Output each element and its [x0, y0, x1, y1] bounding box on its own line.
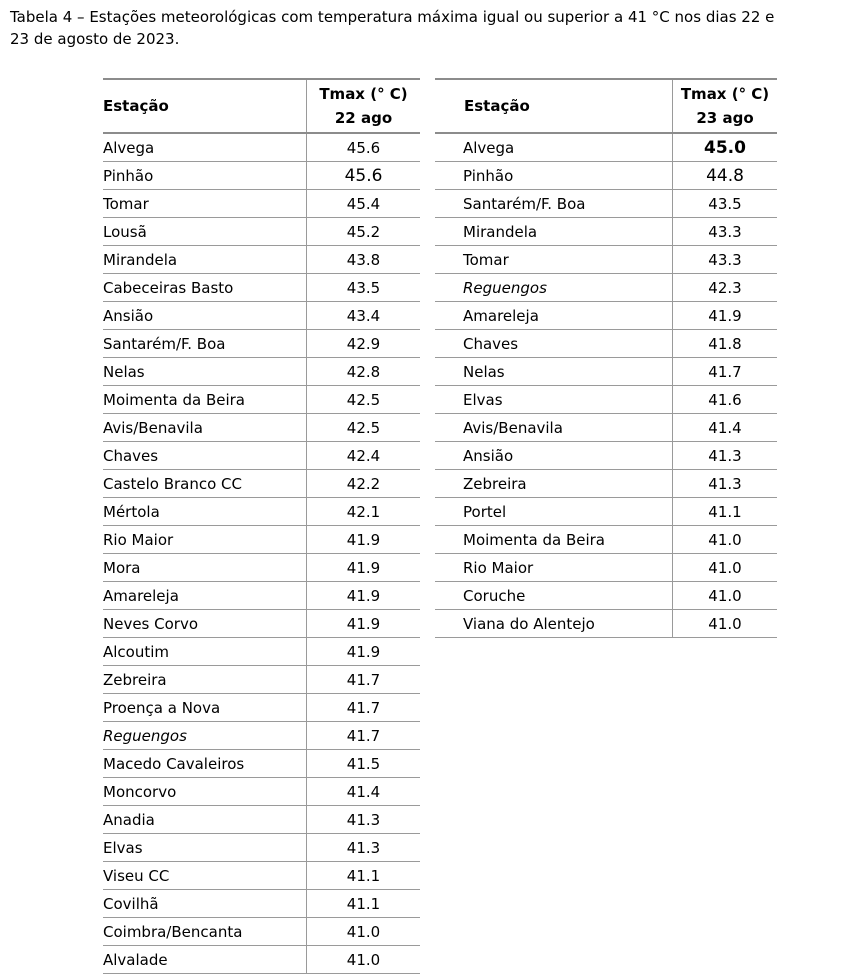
station-name: Tomar	[103, 190, 307, 218]
table-row	[435, 274, 777, 302]
table-row	[435, 246, 777, 274]
table-row	[103, 918, 420, 946]
station-name: Avis/Benavila	[435, 414, 673, 442]
header-tmax-label: Tmax (° C)	[319, 85, 408, 103]
table-row	[435, 190, 777, 218]
table-row	[103, 218, 420, 246]
header-date: 22 ago	[334, 109, 393, 127]
table-row	[103, 890, 420, 918]
header-date: 23 ago	[696, 109, 754, 127]
table-row	[103, 386, 420, 414]
station-name: Viseu CC	[103, 862, 307, 890]
station-name: Santarém/F. Boa	[103, 330, 307, 358]
station-name: Mirandela	[435, 218, 673, 246]
table-row	[103, 554, 420, 582]
tmax-value: 42.2	[307, 470, 421, 498]
tmax-value: 41.9	[307, 610, 421, 638]
tmax-value: 41.4	[307, 778, 421, 806]
table-row	[103, 302, 420, 330]
tmax-value: 42.3	[673, 274, 778, 302]
station-name: Moimenta da Beira	[435, 526, 673, 554]
station-name: Alcoutim	[103, 638, 307, 666]
table-row	[103, 946, 420, 974]
tmax-value: 41.7	[307, 666, 421, 694]
station-name: Zebreira	[103, 666, 307, 694]
tmax-value: 45.6	[307, 162, 421, 190]
table-header-row	[103, 79, 420, 133]
table-row	[435, 386, 777, 414]
station-name: Mora	[103, 554, 307, 582]
station-name: Coruche	[435, 582, 673, 610]
station-name: Moimenta da Beira	[103, 386, 307, 414]
table-row	[103, 330, 420, 358]
station-name: Ansião	[103, 302, 307, 330]
tmax-value: 41.0	[673, 582, 778, 610]
station-name: Alvega	[103, 133, 307, 162]
tmax-value: 41.7	[673, 358, 778, 386]
tmax-value: 42.9	[307, 330, 421, 358]
table-row	[103, 274, 420, 302]
tmax-value: 42.4	[307, 442, 421, 470]
station-name: Nelas	[103, 358, 307, 386]
table-row	[103, 414, 420, 442]
table-22-ago	[103, 78, 420, 974]
station-name: Pinhão	[103, 162, 307, 190]
table-row	[435, 330, 777, 358]
station-name: Mirandela	[103, 246, 307, 274]
table-row	[435, 133, 777, 162]
caption-line-2: 23 de agosto de 2023.	[10, 30, 180, 48]
tmax-value: 45.2	[307, 218, 421, 246]
table-row	[103, 834, 420, 862]
table-23-ago	[435, 78, 777, 638]
tmax-value: 41.4	[673, 414, 778, 442]
tmax-value: 41.9	[307, 526, 421, 554]
table-row	[103, 582, 420, 610]
station-name: Portel	[435, 498, 673, 526]
station-name: Coimbra/Bencanta	[103, 918, 307, 946]
table-row	[103, 750, 420, 778]
tmax-value: 43.5	[307, 274, 421, 302]
table-row	[103, 470, 420, 498]
table-header-row	[435, 79, 777, 133]
tmax-value: 41.3	[673, 470, 778, 498]
tmax-value: 45.6	[307, 133, 421, 162]
caption-line-1: Tabela 4 – Estações meteorológicas com temperatura máxima igual ou superior a 41 °C nos dias 22 e	[10, 8, 775, 26]
header-station: Estação	[435, 79, 673, 133]
tmax-value: 41.1	[307, 862, 421, 890]
table-row	[103, 190, 420, 218]
table-row	[435, 414, 777, 442]
table-row	[103, 133, 420, 162]
table-row	[103, 162, 420, 190]
station-name: Tomar	[435, 246, 673, 274]
table-row	[435, 470, 777, 498]
table-row	[103, 526, 420, 554]
station-name: Proença a Nova	[103, 694, 307, 722]
table-body	[435, 133, 777, 638]
tmax-value: 43.3	[673, 246, 778, 274]
table-row	[435, 218, 777, 246]
tmax-value: 41.9	[673, 302, 778, 330]
tmax-value: 41.0	[673, 526, 778, 554]
table-row	[435, 498, 777, 526]
station-name: Viana do Alentejo	[435, 610, 673, 638]
table-body	[103, 133, 420, 974]
table-row	[435, 526, 777, 554]
table-row	[103, 694, 420, 722]
table-row	[435, 582, 777, 610]
station-name: Neves Corvo	[103, 610, 307, 638]
station-name: Macedo Cavaleiros	[103, 750, 307, 778]
table-row	[435, 442, 777, 470]
station-name: Alvalade	[103, 946, 307, 974]
tmax-value: 45.4	[307, 190, 421, 218]
tmax-value: 43.5	[673, 190, 778, 218]
station-name: Avis/Benavila	[103, 414, 307, 442]
station-name: Reguengos	[103, 722, 307, 750]
station-name: Chaves	[103, 442, 307, 470]
table-row	[103, 722, 420, 750]
station-name: Santarém/F. Boa	[435, 190, 673, 218]
tmax-value: 41.3	[307, 834, 421, 862]
station-name: Elvas	[435, 386, 673, 414]
table-row	[435, 162, 777, 190]
station-name: Ansião	[435, 442, 673, 470]
table-row	[103, 358, 420, 386]
tmax-value: 41.9	[307, 638, 421, 666]
tmax-value: 41.1	[673, 498, 778, 526]
tmax-value: 41.1	[307, 890, 421, 918]
table-row	[435, 554, 777, 582]
tmax-value: 42.1	[307, 498, 421, 526]
table-row	[103, 610, 420, 638]
tmax-value: 41.0	[673, 610, 778, 638]
station-name: Pinhão	[435, 162, 673, 190]
tmax-value: 45.0	[673, 133, 778, 162]
table-row	[103, 778, 420, 806]
table-row	[103, 498, 420, 526]
station-name: Rio Maior	[435, 554, 673, 582]
table-row	[103, 442, 420, 470]
tmax-value: 41.8	[673, 330, 778, 358]
table-row	[103, 666, 420, 694]
station-name: Moncorvo	[103, 778, 307, 806]
tmax-value: 43.3	[673, 218, 778, 246]
station-name: Cabeceiras Basto	[103, 274, 307, 302]
table-row	[435, 610, 777, 638]
tmax-value: 41.0	[673, 554, 778, 582]
station-name: Covilhã	[103, 890, 307, 918]
station-name: Anadia	[103, 806, 307, 834]
tmax-value: 41.3	[673, 442, 778, 470]
table-row	[103, 806, 420, 834]
tmax-value: 41.9	[307, 554, 421, 582]
station-name: Zebreira	[435, 470, 673, 498]
table-caption	[10, 6, 862, 50]
table-row	[103, 862, 420, 890]
tmax-value: 41.3	[307, 806, 421, 834]
station-name: Alvega	[435, 133, 673, 162]
tmax-value: 43.8	[307, 246, 421, 274]
table-row	[103, 246, 420, 274]
tmax-value: 42.8	[307, 358, 421, 386]
tmax-value: 44.8	[673, 162, 778, 190]
tmax-value: 43.4	[307, 302, 421, 330]
station-name: Rio Maior	[103, 526, 307, 554]
station-name: Reguengos	[435, 274, 673, 302]
tmax-value: 41.0	[307, 918, 421, 946]
table-row	[103, 638, 420, 666]
header-station: Estação	[103, 79, 307, 133]
station-name: Mértola	[103, 498, 307, 526]
table-row	[435, 302, 777, 330]
tmax-value: 41.7	[307, 694, 421, 722]
tmax-value: 41.6	[673, 386, 778, 414]
header-tmax-label: Tmax (° C)	[680, 85, 770, 103]
header-tmax	[673, 79, 778, 133]
station-name: Elvas	[103, 834, 307, 862]
tmax-value: 42.5	[307, 414, 421, 442]
station-name: Amareleja	[435, 302, 673, 330]
station-name: Amareleja	[103, 582, 307, 610]
table-row	[435, 358, 777, 386]
tmax-value: 41.7	[307, 722, 421, 750]
tmax-value: 41.0	[307, 946, 421, 974]
header-tmax	[307, 79, 421, 133]
station-name: Lousã	[103, 218, 307, 246]
tmax-value: 41.5	[307, 750, 421, 778]
station-name: Castelo Branco CC	[103, 470, 307, 498]
station-name: Chaves	[435, 330, 673, 358]
tmax-value: 42.5	[307, 386, 421, 414]
tmax-value: 41.9	[307, 582, 421, 610]
station-name: Nelas	[435, 358, 673, 386]
